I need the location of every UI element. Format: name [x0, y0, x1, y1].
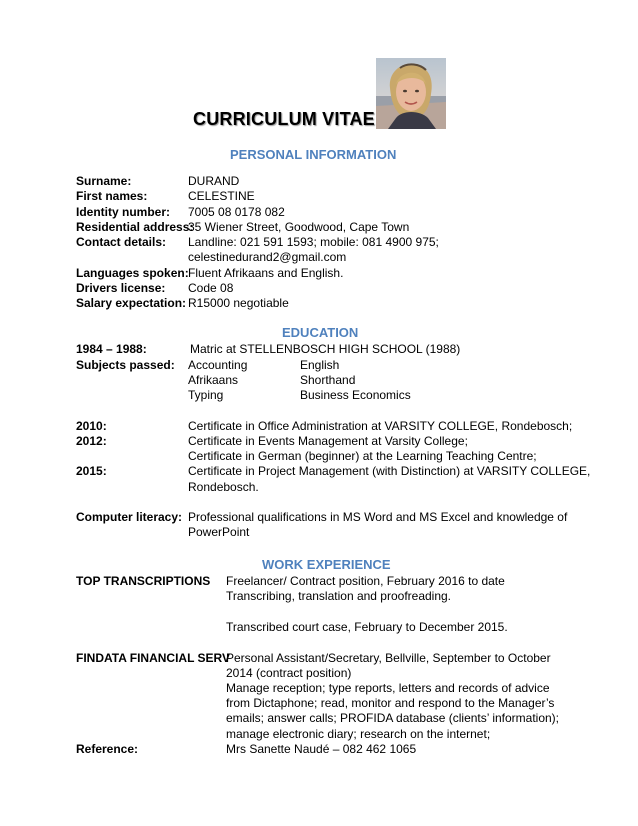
cert-year: 2012:: [76, 434, 107, 448]
surname-label: Surname:: [76, 174, 132, 188]
cert-year: 2010:: [76, 419, 107, 433]
job-line: from Dictaphone; read, monitor and respond to the Manager’s: [226, 696, 555, 710]
residential-address-value: 35 Wiener Street, Goodwood, Cape Town: [188, 220, 410, 234]
identity-number-value: 7005 08 0178 082: [188, 205, 285, 219]
subject-item: Afrikaans: [188, 373, 239, 387]
contact-details-value: Landline: 021 591 1593; mobile: 081 4900 975;: [188, 235, 439, 249]
subject-item: English: [300, 358, 340, 372]
salary-value: R15000 negotiable: [188, 296, 289, 310]
job-line: Personal Assistant/Secretary, Bellville, September to October: [226, 651, 551, 665]
matric-label: 1984 – 1988:: [76, 342, 147, 356]
job-line: Freelancer/ Contract position, February 2016 to date: [226, 574, 505, 588]
company-name: FINDATA FINANCIAL SERV: [76, 651, 231, 665]
contact-email: celestinedurand2@gmail.com: [188, 250, 347, 264]
surname-value: DURAND: [188, 174, 240, 188]
company-name: TOP TRANSCRIPTIONS: [76, 574, 211, 588]
cert-text-continued: Rondebosch.: [188, 480, 259, 494]
computer-literacy-value-continued: PowerPoint: [188, 525, 250, 539]
subject-item: Typing: [188, 388, 224, 402]
profile-photo: [376, 58, 446, 129]
cert-text: Certificate in German (beginner) at the Learning Teaching Centre;: [188, 449, 537, 463]
job-line: Manage reception; type reports, letters and records of advice: [226, 681, 550, 695]
languages-label: Languages spoken:: [76, 266, 189, 280]
drivers-license-value: Code 08: [188, 281, 234, 295]
education-heading: EDUCATION: [282, 325, 359, 340]
cert-text: Certificate in Project Management (with Distinction) at VARSITY COLLEGE,: [188, 464, 591, 478]
languages-value: Fluent Afrikaans and English.: [188, 266, 344, 280]
job-line: 2014 (contract position): [226, 666, 352, 680]
cert-text: Certificate in Events Management at Varsity College;: [188, 434, 468, 448]
identity-number-label: Identity number:: [76, 205, 171, 219]
cert-year: 2015:: [76, 464, 107, 478]
reference-value: Mrs Sanette Naudé – 082 462 1065: [226, 742, 417, 756]
first-names-label: First names:: [76, 189, 148, 203]
computer-literacy-value: Professional qualifications in MS Word and MS Excel and knowledge of: [188, 510, 568, 524]
personal-information-heading: PERSONAL INFORMATION: [230, 147, 397, 162]
cv-title: CURRICULUM VITAE: [193, 109, 375, 129]
matric-value: Matric at STELLENBOSCH HIGH SCHOOL (1988): [190, 342, 461, 356]
computer-literacy-label: Computer literacy:: [76, 510, 183, 524]
work-experience-heading: WORK EXPERIENCE: [262, 557, 391, 572]
subjects-label: Subjects passed:: [76, 358, 175, 372]
subject-item: Business Economics: [300, 388, 411, 402]
subject-item: Accounting: [188, 358, 248, 372]
reference-label: Reference:: [76, 742, 139, 756]
job-line: emails; answer calls; PROFIDA database (clients’ information);: [226, 711, 560, 725]
job-line: Transcribed court case, February to December 2015.: [226, 620, 508, 634]
subject-item: Shorthand: [300, 373, 356, 387]
first-names-value: CELESTINE: [188, 189, 255, 203]
job-line: manage electronic diary; research on the internet;: [226, 727, 491, 741]
drivers-license-label: Drivers license:: [76, 281, 166, 295]
salary-label: Salary expectation:: [76, 296, 187, 310]
residential-address-label: Residential address:: [76, 220, 194, 234]
contact-details-label: Contact details:: [76, 235, 167, 249]
cert-text: Certificate in Office Administration at VARSITY COLLEGE, Rondebosch;: [188, 419, 573, 433]
job-line: Transcribing, translation and proofreading.: [226, 589, 452, 603]
